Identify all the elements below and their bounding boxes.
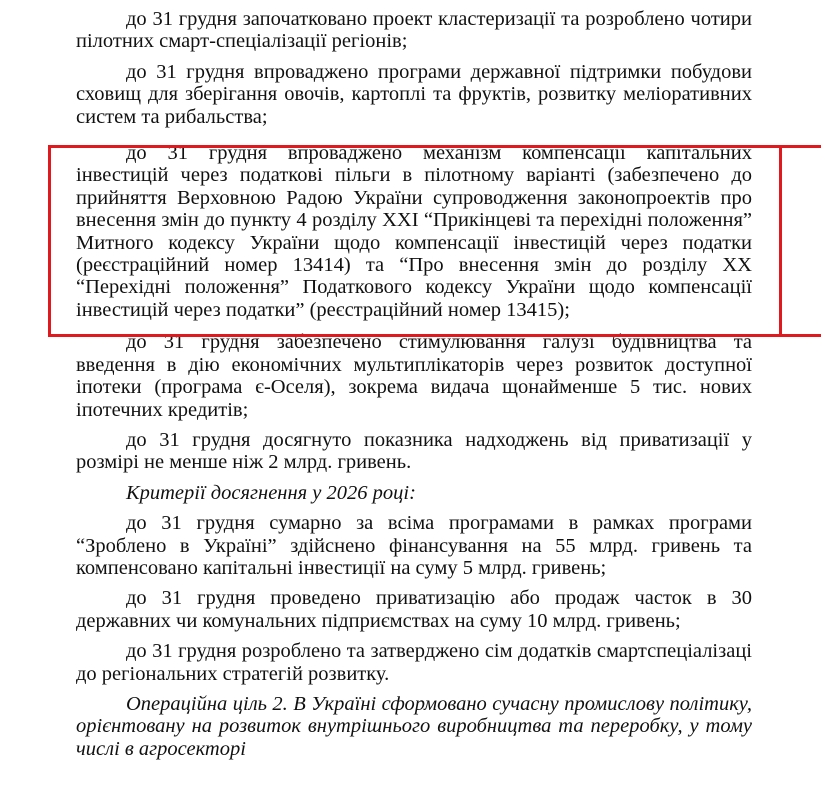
paragraph-made-in-ukraine: до 31 грудня сумарно за всіма програмами в рамках програми “Зроблено в Україні” здійснено фінансування на 55 млрд. гривень та компенсовано капітальні інвестиції на суму 5 млрд. гривень;	[76, 512, 752, 579]
paragraph-construction-stimulus: до 31 грудня забезпечено стимулювання галузі будівництва та введення в дію економічних мультиплікаторів через розвиток доступної іпотеки (програма є-Оселя), зокрема видача щонайменше 5 тис. нових іпотечних кредитів;	[76, 331, 752, 421]
paragraph-smart-specialization: до 31 грудня розроблено та затверджено сім додатків смартспеціалізаці до регіональних стратегій розвитку.	[76, 640, 752, 685]
heading-criteria-2026: Критерії досягнення у 2026 році:	[126, 481, 416, 504]
paragraph-cluster-project: до 31 грудня започатковано проект кластеризації та розроблено чотири пілотних смарт-спеціалізації регіонів;	[76, 8, 752, 53]
document-page	[76, 0, 752, 760]
heading-operational-goal-2: Операційна ціль 2. В Україні сформовано сучасну промислову політику, орієнтовану на розвиток внутрішнього виробництва та переробку, у тому числі в агросекторі	[76, 692, 752, 760]
paragraph-privatization-shares: до 31 грудня проведено приватизацію або продаж часток в 30 державних чи комунальних підприємствах на суму 10 млрд. гривень;	[76, 587, 752, 632]
paragraph-privatization-revenue: до 31 грудня досягнуто показника надходжень від приватизації у розмірі не менше ніж 2 млрд. гривень.	[76, 428, 752, 474]
paragraph-storage-support: до 31 грудня впроваджено програми державної підтримки побудови сховищ для зберігання овочів, картоплі та фруктів, розвитку меліоративних систем та рибальства;	[76, 60, 752, 128]
paragraph-investment-compensation: до 31 грудня впроваджено механізм компенсації капітальних інвестицій через податкові пільги в пілотному варіанті (забезпечено до прийняття Верховною Радою України супроводження законопроектів про внесення змін до пункту 4 розділу XXI “Прикінцеві та перехідні положення” Митного кодексу України щодо компенсації інвестицій через податки (реєстраційний номер 13414) та “Про внесення змін до розділу XX “Перехідні положення” Податкового кодексу України щодо компенсації інвестицій через податки” (реєстраційний номер 13415);	[76, 142, 752, 321]
red-highlight-frame-right-edge	[779, 145, 782, 334]
